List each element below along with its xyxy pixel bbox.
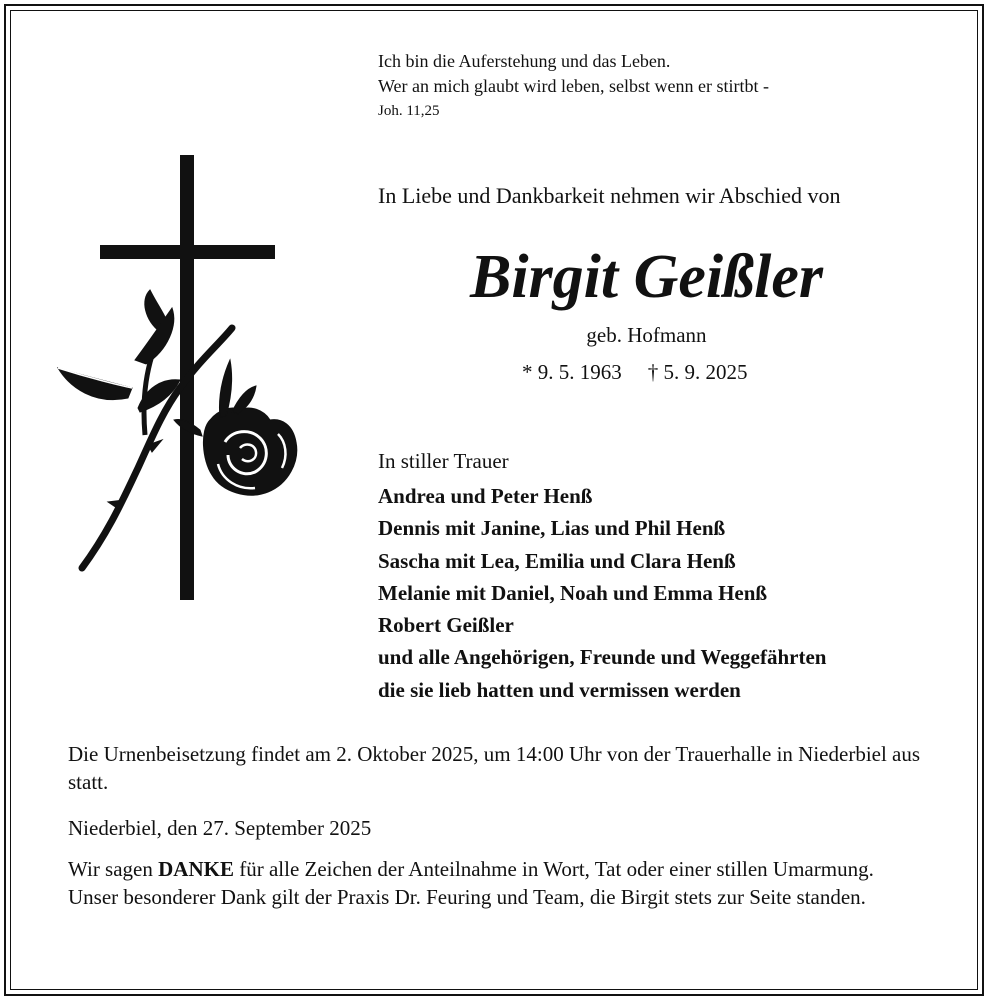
funeral-notice: Die Urnenbeisetzung findet am 2. Oktober 2025, um 14:00 Uhr von der Trauerhalle in Niederbiel aus statt. xyxy=(68,742,921,794)
mourner-line: Dennis mit Janine, Lias und Phil Henß xyxy=(378,516,726,541)
mourner-line: die sie lieb hatten und vermissen werden xyxy=(378,677,741,702)
death-date: † 5. 9. 2025 xyxy=(647,360,748,384)
mourners-list xyxy=(378,480,826,706)
rose-icon xyxy=(58,290,297,568)
thanks-before: Wir sagen xyxy=(68,857,159,881)
verse-reference: Joh. 11,25 xyxy=(378,103,440,119)
mourner-line: Sascha mit Lea, Emilia und Clara Henß xyxy=(378,548,736,573)
verse-line-1: Ich bin die Auferstehung und das Leben. xyxy=(378,51,671,71)
mourners-heading: In stiller Trauer xyxy=(378,449,509,473)
thanks-note xyxy=(68,855,928,911)
bible-verse xyxy=(378,49,769,124)
place-and-date: Niederbiel, den 27. September 2025 xyxy=(68,816,372,840)
cross-and-rose-emblem xyxy=(50,150,310,600)
mourner-line: und alle Angehörigen, Freunde und Weggefährten xyxy=(378,645,827,670)
verse-line-2: Wer an mich glaubt wird leben, selbst wenn er stirtbt - xyxy=(378,76,769,96)
mourner-line: Melanie mit Daniel, Noah und Emma Henß xyxy=(378,580,768,605)
life-dates xyxy=(522,360,748,385)
thanks-emphasis: DANKE xyxy=(158,857,234,881)
mourner-line: Andrea und Peter Henß xyxy=(378,484,593,508)
deceased-name: Birgit Geißler xyxy=(469,243,824,311)
birth-date: * 9. 5. 1963 xyxy=(522,360,622,384)
thanks-after: für alle Zeichen der Anteilnahme in Wort, Tat oder einer stillen Umarmung. Unser besonderer Dank gilt der Praxis Dr. Feuring und Team, die Birgit stets zur Seite standen. xyxy=(68,857,874,909)
birth-name: geb. Hofmann xyxy=(586,323,707,347)
farewell-intro: In Liebe und Dankbarkeit nehmen wir Abschied von xyxy=(378,183,841,208)
mourner-line: Robert Geißler xyxy=(378,613,514,638)
